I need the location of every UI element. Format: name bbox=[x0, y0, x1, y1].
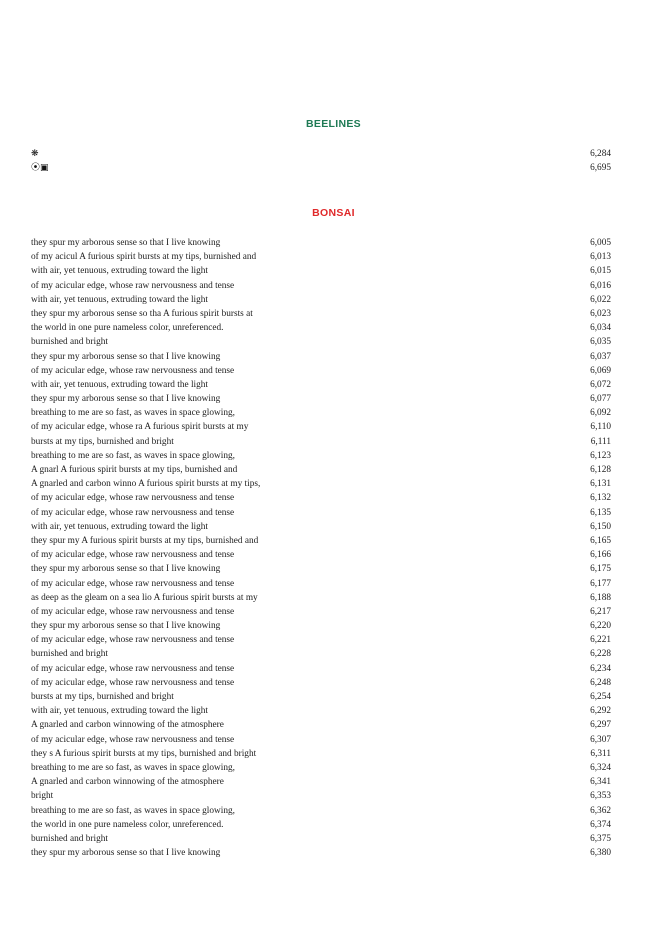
entry-text: the world in one pure nameless color, unreferenced. bbox=[31, 323, 224, 334]
index-entry bbox=[31, 491, 611, 505]
index-entry bbox=[31, 293, 611, 307]
entry-text: of my acicular edge, whose raw nervousness and tense bbox=[31, 493, 235, 504]
index-entry bbox=[31, 236, 611, 250]
entry-text: A gnarled and carbon winno A furious spirit bursts at my tips, bbox=[31, 479, 261, 490]
entry-text: of my acicular edge, whose raw nervousness and tense bbox=[31, 280, 235, 291]
index-entry bbox=[31, 534, 611, 548]
index-entry bbox=[31, 364, 611, 378]
entry-number: 6,353 bbox=[590, 791, 611, 802]
index-entry bbox=[31, 804, 611, 818]
index-entry bbox=[31, 633, 611, 647]
entry-number: 6,297 bbox=[590, 720, 611, 731]
entry-number: 6,013 bbox=[590, 252, 611, 263]
entry-glyphs: ❋ bbox=[31, 149, 39, 159]
index-entry bbox=[31, 350, 611, 364]
entry-text: they spur my arborous sense so that I live knowing bbox=[31, 238, 221, 248]
index-entry bbox=[31, 161, 611, 175]
index-entry bbox=[31, 477, 611, 491]
entry-number: 6,016 bbox=[590, 280, 611, 291]
entry-number: 6,217 bbox=[590, 606, 611, 617]
entry-text: with air, yet tenuous, extruding toward the light bbox=[31, 706, 209, 717]
entry-number: 6,110 bbox=[590, 422, 611, 433]
entry-text: burnished and bright bbox=[31, 649, 108, 660]
entry-number: 6,077 bbox=[590, 394, 611, 405]
entry-number: 6,022 bbox=[590, 294, 611, 305]
entry-text: of my acicular edge, whose raw nervousness and tense bbox=[31, 507, 235, 518]
entry-text: burnished and bright bbox=[31, 833, 108, 844]
section-title-bonsai: BONSAI bbox=[312, 207, 355, 219]
entry-number: 6,175 bbox=[590, 564, 611, 575]
entry-text: A gnarl A furious spirit bursts at my tips, burnished and bbox=[31, 465, 238, 475]
entry-number: 6,307 bbox=[590, 734, 611, 745]
entry-text: of my acicular edge, whose raw nervousness and tense bbox=[31, 635, 235, 646]
index-entry bbox=[31, 591, 611, 605]
entry-text: breathing to me are so fast, as waves in space glowing, bbox=[31, 762, 235, 773]
entry-text: of my acicular edge, whose raw nervousness and tense bbox=[31, 606, 235, 617]
entry-number: 6,284 bbox=[590, 149, 611, 159]
entry-number: 6,015 bbox=[590, 266, 611, 277]
index-entry bbox=[31, 335, 611, 349]
index-entry bbox=[31, 506, 611, 520]
index-entry bbox=[31, 147, 611, 161]
entry-text: of my acicular edge, whose raw nervousness and tense bbox=[31, 734, 235, 745]
index-entry bbox=[31, 463, 611, 477]
entry-text: bright bbox=[31, 791, 54, 802]
index-entry bbox=[31, 520, 611, 534]
index-entry bbox=[31, 420, 611, 434]
beelines-entry-list bbox=[31, 147, 611, 175]
entry-glyphs: ⦿▣ bbox=[31, 163, 49, 174]
index-entry bbox=[31, 605, 611, 619]
entry-text: of my acicular edge, whose raw nervousness and tense bbox=[31, 677, 235, 688]
entry-number: 6,292 bbox=[590, 706, 611, 717]
entry-number: 6,072 bbox=[590, 379, 611, 390]
entry-number: 6,374 bbox=[590, 819, 611, 830]
entry-number: 6,165 bbox=[590, 535, 611, 546]
index-entry bbox=[31, 392, 611, 406]
entry-text: as deep as the gleam on a sea lio A furious spirit bursts at my bbox=[31, 592, 258, 603]
entry-number: 6,128 bbox=[590, 465, 611, 475]
entry-number: 6,005 bbox=[590, 238, 611, 248]
entry-number: 6,123 bbox=[590, 450, 611, 461]
index-entry bbox=[31, 548, 611, 562]
entry-number: 6,034 bbox=[590, 323, 611, 334]
index-entry bbox=[31, 690, 611, 704]
entry-text: burnished and bright bbox=[31, 337, 108, 348]
entry-text: breathing to me are so fast, as waves in space glowing, bbox=[31, 408, 235, 419]
entry-text: they spur my arborous sense so that I live knowing bbox=[31, 351, 221, 362]
entry-number: 6,177 bbox=[590, 578, 611, 589]
entry-number: 6,341 bbox=[590, 777, 611, 788]
index-entry bbox=[31, 775, 611, 789]
entry-number: 6,188 bbox=[590, 592, 611, 603]
entry-text: the world in one pure nameless color, unreferenced. bbox=[31, 819, 224, 830]
entry-text: A gnarled and carbon winnowing of the atmosphere bbox=[31, 720, 224, 731]
entry-text: they spur my arborous sense so that I live knowing bbox=[31, 394, 221, 405]
entry-number: 6,254 bbox=[590, 692, 611, 702]
entry-number: 6,220 bbox=[590, 621, 611, 632]
entry-number: 6,150 bbox=[590, 521, 611, 532]
entry-text: of my acicular edge, whose raw nervousness and tense bbox=[31, 550, 235, 561]
index-entry bbox=[31, 662, 611, 676]
entry-number: 6,324 bbox=[590, 762, 611, 773]
entry-text: bursts at my tips, burnished and bright bbox=[31, 436, 174, 447]
index-entry bbox=[31, 846, 611, 860]
entry-text: with air, yet tenuous, extruding toward the light bbox=[31, 379, 209, 390]
entry-text: they spur my arborous sense so that I live knowing bbox=[31, 564, 221, 575]
entry-text: with air, yet tenuous, extruding toward the light bbox=[31, 521, 209, 532]
index-entry bbox=[31, 264, 611, 278]
entry-number: 6,132 bbox=[590, 493, 611, 504]
entry-text: with air, yet tenuous, extruding toward the light bbox=[31, 294, 209, 305]
entry-text: they spur my arborous sense so tha A furious spirit bursts at bbox=[31, 308, 253, 319]
entry-text: they spur my arborous sense so that I live knowing bbox=[31, 621, 221, 632]
index-entry bbox=[31, 378, 611, 392]
index-entry bbox=[31, 435, 611, 449]
index-entry bbox=[31, 718, 611, 732]
index-entry bbox=[31, 747, 611, 761]
index-entry bbox=[31, 279, 611, 293]
entry-text: they s A furious spirit bursts at my tips, burnished and bright bbox=[31, 748, 257, 759]
index-entry bbox=[31, 676, 611, 690]
entry-number: 6,023 bbox=[590, 308, 611, 319]
index-entry bbox=[31, 449, 611, 463]
index-entry bbox=[31, 250, 611, 264]
entry-number: 6,234 bbox=[590, 663, 611, 674]
entry-text: of my acicular edge, whose raw nervousness and tense bbox=[31, 663, 235, 674]
entry-number: 6,695 bbox=[590, 163, 611, 174]
entry-text: breathing to me are so fast, as waves in space glowing, bbox=[31, 805, 235, 816]
entry-text: they spur my arborous sense so that I live knowing bbox=[31, 848, 221, 859]
entry-number: 6,111 bbox=[590, 436, 611, 447]
section-title-beelines: BEELINES bbox=[306, 118, 361, 130]
index-entry bbox=[31, 761, 611, 775]
entry-number: 6,311 bbox=[590, 748, 611, 759]
index-entry bbox=[31, 733, 611, 747]
entry-text: with air, yet tenuous, extruding toward the light bbox=[31, 266, 209, 277]
entry-number: 6,228 bbox=[590, 649, 611, 660]
index-entry bbox=[31, 789, 611, 803]
index-entry bbox=[31, 619, 611, 633]
index-entry bbox=[31, 818, 611, 832]
entry-number: 6,135 bbox=[590, 507, 611, 518]
index-entry bbox=[31, 832, 611, 846]
entry-text: they spur my A furious spirit bursts at my tips, burnished and bbox=[31, 535, 259, 546]
entry-number: 6,380 bbox=[590, 848, 611, 859]
entry-number: 6,131 bbox=[590, 479, 611, 490]
entry-number: 6,375 bbox=[590, 833, 611, 844]
index-entry bbox=[31, 307, 611, 321]
entry-number: 6,035 bbox=[590, 337, 611, 348]
index-entry bbox=[31, 562, 611, 576]
entry-text: of my acicular edge, whose raw nervousness and tense bbox=[31, 365, 235, 376]
index-entry bbox=[31, 321, 611, 335]
entry-text: of my acicular edge, whose raw nervousness and tense bbox=[31, 578, 235, 589]
entry-number: 6,092 bbox=[590, 408, 611, 419]
index-entry bbox=[31, 704, 611, 718]
entry-number: 6,069 bbox=[590, 365, 611, 376]
entry-text: breathing to me are so fast, as waves in space glowing, bbox=[31, 450, 235, 461]
entry-text: A gnarled and carbon winnowing of the atmosphere bbox=[31, 777, 224, 788]
entry-text: bursts at my tips, burnished and bright bbox=[31, 692, 174, 702]
index-entry bbox=[31, 647, 611, 661]
entry-number: 6,248 bbox=[590, 677, 611, 688]
entry-text: of my acicular edge, whose ra A furious spirit bursts at my bbox=[31, 422, 249, 433]
index-entry bbox=[31, 406, 611, 420]
entry-number: 6,362 bbox=[590, 805, 611, 816]
index-entry bbox=[31, 577, 611, 591]
entry-number: 6,221 bbox=[590, 635, 611, 646]
entry-number: 6,037 bbox=[590, 351, 611, 362]
bonsai-entry-list bbox=[31, 236, 611, 860]
entry-text: of my acicul A furious spirit bursts at my tips, burnished and bbox=[31, 252, 257, 263]
entry-number: 6,166 bbox=[590, 550, 611, 561]
